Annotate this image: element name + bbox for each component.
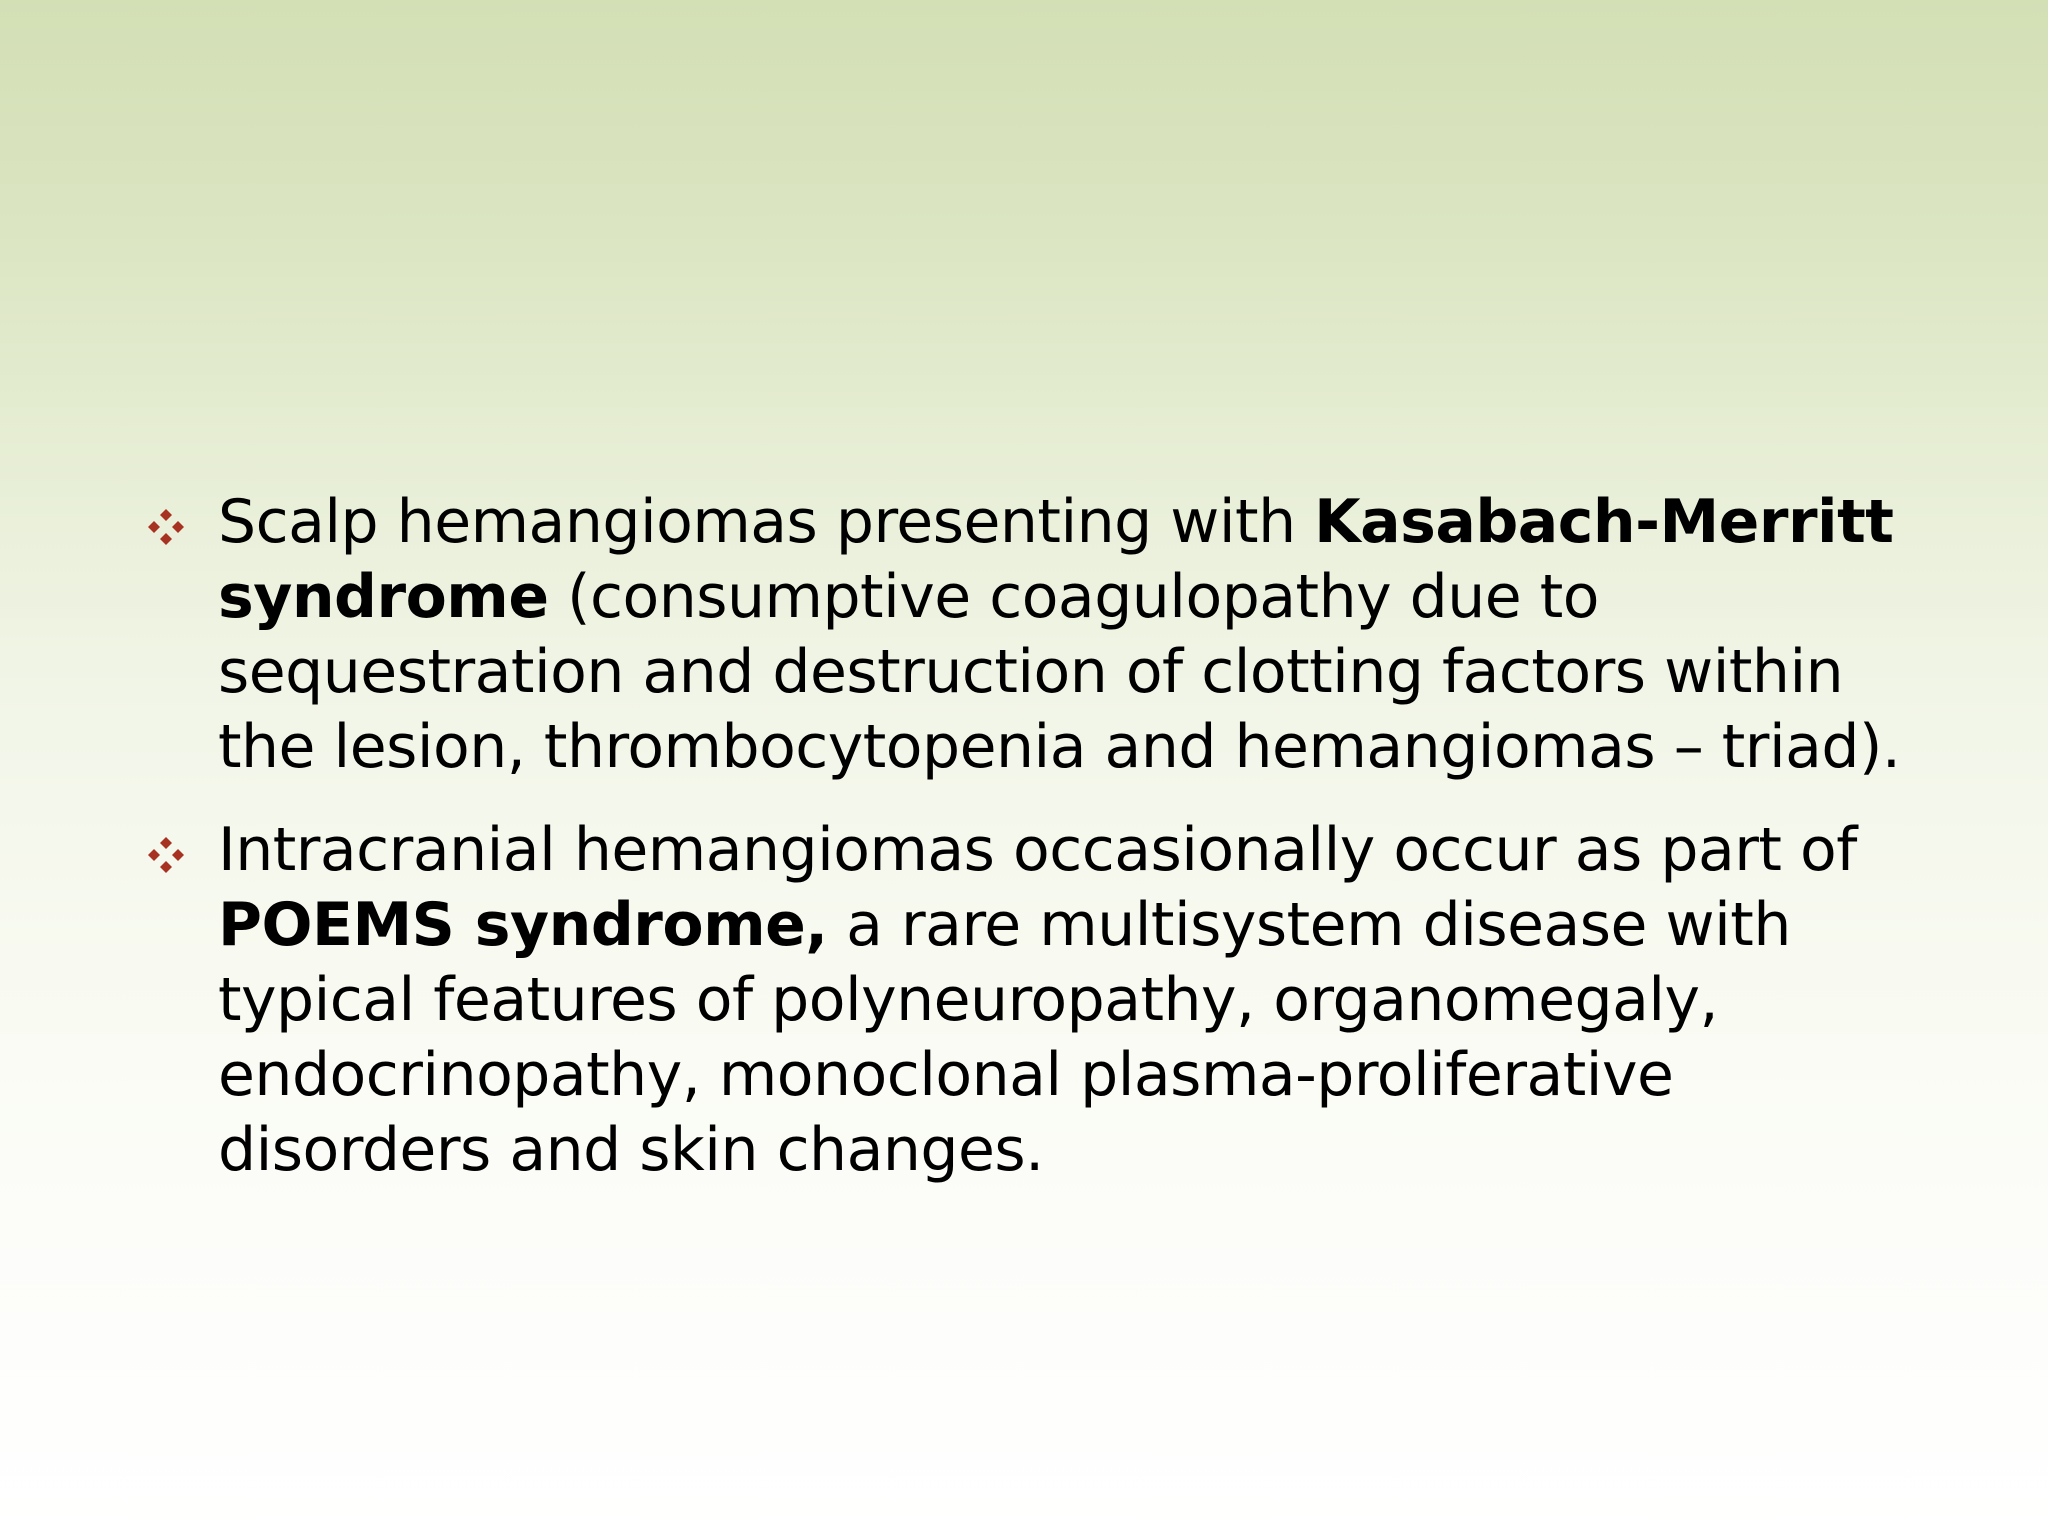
bullet-text-bold-segment: POEMS syndrome, [218, 890, 828, 960]
four-diamond-bullet-icon [146, 835, 186, 875]
bullet-list [138, 485, 1918, 1188]
bullet-text-segment: Scalp hemangiomas presenting with [218, 487, 1315, 557]
bullet-text-segment: Intracranial hemangiomas occasionally occur as part of [218, 815, 1857, 885]
bullet-text-segment: (consumptive coagulopathy due to sequestration and destruction of clotting factors within the lesion, thrombocytopenia and hemangiomas – triad). [218, 562, 1901, 782]
four-diamond-bullet-icon [146, 507, 186, 547]
bullet-text [218, 485, 1918, 785]
bullet-item-poems [138, 813, 1918, 1188]
bullet-text-segment: a rare multisystem disease with typical features of polyneuropathy, organomegaly, endocrinopathy, monoclonal plasma-proliferative disorders and skin changes. [218, 890, 1791, 1185]
bullet-text-bold-segment: Kasabach-Merritt syndrome [218, 487, 1894, 632]
bullet-item-kasabach-merritt [138, 485, 1918, 785]
bullet-text [218, 813, 1918, 1188]
